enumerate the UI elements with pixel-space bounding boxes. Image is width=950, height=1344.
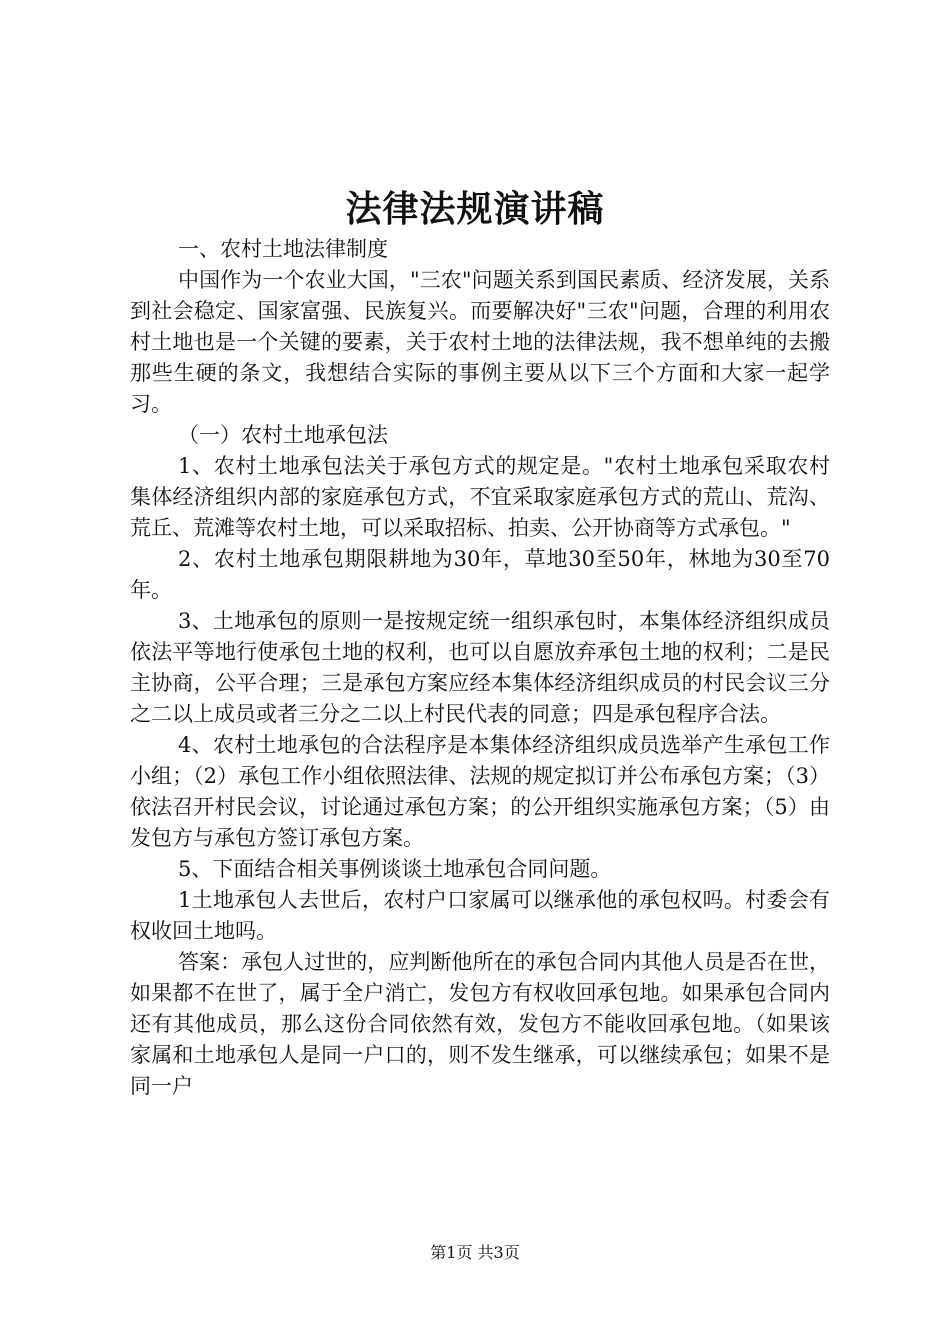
paragraph: 1、农村土地承包法关于承包方式的规定是。"农村土地承包采取农村集体经济组织内部的家庭承包方式，不宜采取家庭承包方式的荒山、荒沟、荒丘、荒滩等农村土地，可以采取招标、拍卖、公开协商等方式承包。" [130, 454, 830, 540]
document-title: 法律法规演讲稿 [345, 188, 605, 230]
page-number-footer: 第1页 共3页 [430, 1243, 520, 1262]
paragraph: 中国作为一个农业大国，"三农"问题关系到国民素质、经济发展，关系到社会稳定、国家富强、民族复兴。而要解决好"三农"问题，合理的利用农村土地也是一个关键的要素，关于农村土地的法律法规，我不想单纯的去搬那些生硬的条文，我想结合实际的事例主要从以下三个方面和大家一起学习。 [130, 268, 830, 416]
paragraph: 5、下面结合相关事例谈谈土地承包合同问题。 [178, 857, 612, 881]
paragraph: 2、农村土地承包期限耕地为30年，草地30至50年，林地为30至70年。 [130, 547, 830, 602]
section-heading: 一、农村土地法律制度 [178, 237, 388, 261]
subsection-heading: （一）农村土地承包法 [178, 423, 388, 447]
paragraph: 4、农村土地承包的合法程序是本集体经济组织成员选举产生承包工作小组；（2）承包工作小组依照法律、法规的规定拟订并公布承包方案；（3）依法召开村民会议，讨论通过承包方案；的公开组织实施承包方案；（5）由发包方与承包方签订承包方案。 [130, 733, 830, 850]
paragraph: 答案：承包人过世的，应判断他所在的承包合同内其他人员是否在世，如果都不在世了，属于全户消亡，发包方有权收回承包地。如果承包合同内还有其他成员，那么这份合同依然有效，发包方不能收回承包地。（如果该家属和土地承包人是同一户口的，则不发生继承，可以继续承包；如果不是同一户 [130, 950, 830, 1098]
paragraph: 1土地承包人去世后，农村户口家属可以继承他的承包权吗。村委会有权收回土地吗。 [130, 888, 830, 943]
document-body [130, 234, 830, 1102]
paragraph: 3、土地承包的原则一是按规定统一组织承包时，本集体经济组织成员依法平等地行使承包土地的权利，也可以自愿放弃承包土地的权利；二是民主协商，公平合理；三是承包方案应经本集体经济组织成员的村民会议三分之二以上成员或者三分之二以上村民代表的同意；四是承包程序合法。 [130, 609, 830, 726]
